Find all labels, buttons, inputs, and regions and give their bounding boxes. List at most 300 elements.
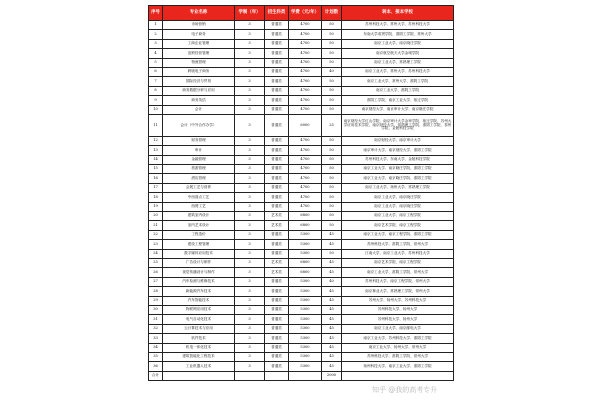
duration-cell: 3: [235, 39, 265, 48]
major-name-cell: 西餐工艺: [163, 202, 235, 211]
row-index-cell: 14: [149, 155, 163, 164]
header-duration: 学制（年）: [235, 6, 265, 21]
quota-cell: 45: [322, 352, 342, 361]
major-name-cell: 电气自动化技术: [163, 315, 235, 324]
tuition-cell: 4700: [289, 86, 322, 95]
tuition-cell: 4700: [289, 202, 322, 211]
duration-cell: 3: [235, 296, 265, 305]
row-index-cell: 3: [149, 39, 163, 48]
transfer-schools-cell: 南京工业大学、淮阴工学院: [342, 86, 454, 95]
table-row: [149, 30, 454, 39]
header-major: 专业名称: [163, 6, 235, 21]
tuition-cell: 4700: [289, 193, 322, 202]
quota-cell: 50: [322, 21, 342, 30]
major-name-cell: 广告设计与制作: [163, 258, 235, 267]
major-name-cell: 市场营销: [163, 21, 235, 30]
quota-cell: 45: [322, 324, 342, 333]
row-index-cell: 16: [149, 174, 163, 183]
tuition-cell: 5300: [289, 296, 322, 305]
row-index-cell: 28: [149, 287, 163, 296]
major-name-cell: 中西面点工艺: [163, 193, 235, 202]
category-cell: 艺术类: [265, 221, 289, 230]
tuition-cell: 5300: [289, 305, 322, 314]
quota-cell: 50: [322, 58, 342, 67]
total-quota-cell: 2000: [322, 371, 342, 380]
duration-cell: 3: [235, 146, 265, 155]
tuition-cell: 4700: [289, 49, 322, 58]
row-index-cell: 11: [149, 114, 163, 136]
enrollment-plan-sheet: [148, 5, 453, 397]
category-cell: 普通类: [265, 39, 289, 48]
row-index-cell: 29: [149, 296, 163, 305]
duration-cell: 3: [235, 105, 265, 114]
total-label-cell: 合计: [149, 371, 163, 380]
tuition-cell: 5300: [289, 240, 322, 249]
header-tuition: 学费（元/年）: [289, 6, 322, 21]
duration-cell: 3: [235, 96, 265, 105]
row-index-cell: 24: [149, 249, 163, 258]
category-cell: 普通类: [265, 249, 289, 258]
empty-cell: [342, 371, 454, 380]
major-name-cell: 电子商务: [163, 30, 235, 39]
tuition-cell: 6000: [289, 114, 322, 136]
category-cell: 普通类: [265, 343, 289, 352]
category-cell: 普通类: [265, 202, 289, 211]
transfer-schools-cell: 南京财经大学红山学院、南京审计大学金审学院、宿迁学院、苏州大学应用技术学院、南京财经大学、常熟理工学院、淮阴工学院、泰州学院、金陵科技学院: [342, 114, 454, 136]
category-cell: 普通类: [265, 183, 289, 192]
transfer-schools-cell: 南京工业大学、南京晓庄学院: [342, 202, 454, 211]
quota-cell: 50: [322, 136, 342, 145]
duration-cell: 3: [235, 30, 265, 39]
tuition-cell: 4700: [289, 77, 322, 86]
duration-cell: 3: [235, 86, 265, 95]
row-index-cell: 22: [149, 230, 163, 239]
transfer-schools-cell: 南京工业大学、南京晓庄学院: [342, 193, 454, 202]
transfer-schools-cell: 苏州科技大学、东南大学、金陵科技学院: [342, 155, 454, 164]
transfer-schools-cell: 南京工业大学、南京晓庄学院、淮阴工学院: [342, 174, 454, 183]
major-name-cell: 旅游管理: [163, 165, 235, 174]
quota-cell: 50: [322, 193, 342, 202]
transfer-schools-cell: 苏州大学、扬州大学、苏州科技大学: [342, 296, 454, 305]
table-row: [149, 114, 454, 136]
quota-cell: 50: [322, 146, 342, 155]
category-cell: 普通类: [265, 67, 289, 76]
row-index-cell: 20: [149, 212, 163, 221]
tuition-cell: 5300: [289, 352, 322, 361]
major-name-cell: 工程造价: [163, 230, 235, 239]
table-row: [149, 230, 454, 239]
quota-cell: 50: [322, 221, 342, 230]
tuition-cell: 4700: [289, 67, 322, 76]
tuition-cell: 4700: [289, 165, 322, 174]
table-row: [149, 58, 454, 67]
quota-cell: 50: [322, 212, 342, 221]
row-index-cell: 2: [149, 30, 163, 39]
table-row: [149, 352, 454, 361]
category-cell: 普通类: [265, 155, 289, 164]
tuition-cell: 4700: [289, 136, 322, 145]
transfer-schools-cell: 江南大学、南京工业大学、苏州科技大学: [342, 249, 454, 258]
major-name-cell: 金融管理: [163, 155, 235, 164]
table-row: [149, 86, 454, 95]
quota-cell: 40: [322, 67, 342, 76]
major-name-cell: 跨境电子商务: [163, 67, 235, 76]
category-cell: 普通类: [265, 193, 289, 202]
transfer-schools-cell: 南京财经大学、南京审计大学: [342, 136, 454, 145]
duration-cell: 3: [235, 277, 265, 286]
duration-cell: 3: [235, 114, 265, 136]
tuition-cell: 4700: [289, 58, 322, 67]
row-index-cell: 4: [149, 49, 163, 58]
tuition-cell: 5300: [289, 287, 322, 296]
duration-cell: 3: [235, 67, 265, 76]
row-index-cell: 5: [149, 58, 163, 67]
table-row: [149, 146, 454, 155]
major-name-cell: 国际经济与贸易: [163, 77, 235, 86]
transfer-schools-cell: 苏州科技大学、扬州大学: [342, 315, 454, 324]
table-row: [149, 296, 454, 305]
row-index-cell: 21: [149, 221, 163, 230]
major-name-cell: 连锁经营管理: [163, 49, 235, 58]
tuition-cell: 6800: [289, 258, 322, 267]
transfer-schools-cell: 淮阴工学院、南京工业大学、宿迁学院: [342, 96, 454, 105]
row-index-cell: 36: [149, 362, 163, 371]
table-row: [149, 105, 454, 114]
duration-cell: 3: [235, 174, 265, 183]
category-cell: 普通类: [265, 305, 289, 314]
enrollment-table: [148, 5, 454, 381]
major-name-cell: 财务管理: [163, 136, 235, 145]
duration-cell: 3: [235, 155, 265, 164]
major-name-cell: 建筑智能化工程技术: [163, 352, 235, 361]
category-cell: 艺术类: [265, 212, 289, 221]
watermark: 知乎 @我的高考专升: [372, 386, 438, 394]
major-name-cell: 会计: [163, 105, 235, 114]
row-index-cell: 8: [149, 86, 163, 95]
row-index-cell: 25: [149, 258, 163, 267]
row-index-cell: 17: [149, 183, 163, 192]
major-name-cell: 会展工艺与营养: [163, 183, 235, 192]
table-row: [149, 174, 454, 183]
quota-cell: 45: [322, 296, 342, 305]
duration-cell: 3: [235, 324, 265, 333]
quota-cell: 45: [322, 268, 342, 277]
transfer-schools-cell: 南京艺术学院、南京工程学院: [342, 221, 454, 230]
duration-cell: 3: [235, 58, 265, 67]
category-cell: 艺术类: [265, 258, 289, 267]
major-name-cell: 新能源汽车技术: [163, 287, 235, 296]
major-name-cell: 视觉传播设计与制作: [163, 268, 235, 277]
duration-cell: 3: [235, 212, 265, 221]
quota-cell: 25: [322, 114, 342, 136]
category-cell: 普通类: [265, 146, 289, 155]
table-row: [149, 362, 454, 371]
major-name-cell: 工商企业管理: [163, 39, 235, 48]
quota-cell: 50: [322, 155, 342, 164]
transfer-schools-cell: 南京财经大学、南京审计大学、南京晓庄学院: [342, 105, 454, 114]
quota-cell: 45: [322, 315, 342, 324]
row-index-cell: 15: [149, 165, 163, 174]
quota-cell: 45: [322, 230, 342, 239]
empty-cell: [289, 371, 322, 380]
tuition-cell: 4700: [289, 39, 322, 48]
duration-cell: 3: [235, 193, 265, 202]
duration-cell: 3: [235, 165, 265, 174]
major-name-cell: 数字媒体应用技术: [163, 249, 235, 258]
quota-cell: 50: [322, 165, 342, 174]
category-cell: 普通类: [265, 362, 289, 371]
major-name-cell: 建设工程管理: [163, 240, 235, 249]
duration-cell: 3: [235, 136, 265, 145]
quota-cell: 45: [322, 240, 342, 249]
table-row: [149, 258, 454, 267]
quota-cell: 50: [322, 39, 342, 48]
duration-cell: 3: [235, 49, 265, 58]
category-cell: 普通类: [265, 136, 289, 145]
tuition-cell: 5300: [289, 324, 322, 333]
table-footer-row: [149, 371, 454, 380]
empty-cell: [265, 371, 289, 380]
quota-cell: 50: [322, 96, 342, 105]
duration-cell: 3: [235, 352, 265, 361]
category-cell: 艺术类: [265, 268, 289, 277]
duration-cell: 3: [235, 287, 265, 296]
table-row: [149, 49, 454, 58]
duration-cell: 3: [235, 21, 265, 30]
quota-cell: 50: [322, 77, 342, 86]
major-name-cell: 汽车检测与维修技术: [163, 277, 235, 286]
transfer-schools-cell: 南京工业大学、常州大学、淮阴工学院: [342, 77, 454, 86]
transfer-schools-cell: 苏州科技大学、淮阴工学院、常州大学: [342, 352, 454, 361]
table-row: [149, 343, 454, 352]
table-row: [149, 136, 454, 145]
transfer-schools-cell: 南京工业大学、南京晓庄学院: [342, 39, 454, 48]
duration-cell: 3: [235, 183, 265, 192]
row-index-cell: 12: [149, 136, 163, 145]
transfer-schools-cell: 东南大学成贤学院、淮阴工学院、常州大学: [342, 30, 454, 39]
category-cell: 普通类: [265, 49, 289, 58]
transfer-schools-cell: 南京工业大学、南京邮电大学: [342, 324, 454, 333]
transfer-schools-cell: 南京工业大学、南京工程学院: [342, 212, 454, 221]
row-index-cell: 13: [149, 146, 163, 155]
table-row: [149, 315, 454, 324]
quota-cell: 50: [322, 202, 342, 211]
category-cell: 普通类: [265, 287, 289, 296]
transfer-schools-cell: 苏州科技大学、常州大学、苏州科技大学: [342, 21, 454, 30]
duration-cell: 3: [235, 77, 265, 86]
duration-cell: 3: [235, 334, 265, 343]
quota-cell: 45: [322, 258, 342, 267]
table-row: [149, 96, 454, 105]
row-index-cell: 26: [149, 268, 163, 277]
tuition-cell: 5300: [289, 277, 322, 286]
row-index-cell: 27: [149, 277, 163, 286]
major-name-cell: 酒店管理: [163, 174, 235, 183]
duration-cell: 3: [235, 343, 265, 352]
table-body: [149, 21, 454, 381]
category-cell: 普通类: [265, 77, 289, 86]
duration-cell: 3: [235, 258, 265, 267]
table-row: [149, 155, 454, 164]
category-cell: 普通类: [265, 96, 289, 105]
transfer-schools-cell: 南京航空航天大学金城学院: [342, 49, 454, 58]
header-transfer-schools: 转本、接本学校: [342, 6, 454, 21]
transfer-schools-cell: 南京工业大学、常州大学、苏州科技大学: [342, 67, 454, 76]
table-row: [149, 268, 454, 277]
duration-cell: 3: [235, 268, 265, 277]
category-cell: 普通类: [265, 21, 289, 30]
quota-cell: 50: [322, 30, 342, 39]
table-row: [149, 21, 454, 30]
table-row: [149, 249, 454, 258]
tuition-cell: 5300: [289, 249, 322, 258]
row-index-cell: 30: [149, 305, 163, 314]
tuition-cell: 4700: [289, 155, 322, 164]
header-quota: 计划数: [322, 6, 342, 21]
quota-cell: 45: [322, 305, 342, 314]
major-name-cell: 机电一体化技术: [163, 343, 235, 352]
category-cell: 普通类: [265, 58, 289, 67]
table-row: [149, 221, 454, 230]
category-cell: 普通类: [265, 230, 289, 239]
row-index-cell: 1: [149, 21, 163, 30]
quota-cell: 50: [322, 174, 342, 183]
row-index-cell: 10: [149, 105, 163, 114]
category-cell: 普通类: [265, 334, 289, 343]
table-row: [149, 193, 454, 202]
major-name-cell: 汽车智能技术: [163, 296, 235, 305]
major-name-cell: 云计算技术与应用: [163, 324, 235, 333]
transfer-schools-cell: 南京工业大学、苏州科技大学、淮阴工学院: [342, 334, 454, 343]
duration-cell: 3: [235, 221, 265, 230]
category-cell: 普通类: [265, 315, 289, 324]
duration-cell: 3: [235, 230, 265, 239]
major-name-cell: 软件技术: [163, 334, 235, 343]
tuition-cell: 5300: [289, 343, 322, 352]
row-index-cell: 31: [149, 315, 163, 324]
major-name-cell: 建筑室内设计: [163, 212, 235, 221]
category-cell: 普通类: [265, 114, 289, 136]
row-index-cell: 35: [149, 352, 163, 361]
table-row: [149, 305, 454, 314]
transfer-schools-cell: 南京工业大学、南京晓庄学院、淮阴工学院: [342, 165, 454, 174]
transfer-schools-cell: 南京工业大学、淮阴工学院、常州大学: [342, 268, 454, 277]
table-row: [149, 287, 454, 296]
tuition-cell: 6800: [289, 212, 322, 221]
category-cell: 普通类: [265, 277, 289, 286]
tuition-cell: 6800: [289, 221, 322, 230]
table-row: [149, 202, 454, 211]
tuition-cell: 5300: [289, 362, 322, 371]
duration-cell: 3: [235, 315, 265, 324]
category-cell: 普通类: [265, 296, 289, 305]
tuition-cell: 4700: [289, 174, 322, 183]
tuition-cell: 5300: [289, 334, 322, 343]
category-cell: 普通类: [265, 324, 289, 333]
quota-cell: 50: [322, 183, 342, 192]
tuition-cell: 4700: [289, 21, 322, 30]
tuition-cell: 4700: [289, 96, 322, 105]
table-row: [149, 77, 454, 86]
table-row: [149, 240, 454, 249]
major-name-cell: 工业机器人技术: [163, 362, 235, 371]
duration-cell: 3: [235, 249, 265, 258]
transfer-schools-cell: 南京工业大学、扬州大学、常熟理工学院: [342, 183, 454, 192]
quota-cell: 45: [322, 334, 342, 343]
row-index-cell: 23: [149, 240, 163, 249]
tuition-cell: 5300: [289, 230, 322, 239]
row-index-cell: 7: [149, 77, 163, 86]
table-row: [149, 67, 454, 76]
major-name-cell: 会计（中外合作办学）: [163, 114, 235, 136]
tuition-cell: 4700: [289, 30, 322, 39]
table-row: [149, 212, 454, 221]
tuition-cell: 4700: [289, 183, 322, 192]
category-cell: 普通类: [265, 174, 289, 183]
table-row: [149, 165, 454, 174]
duration-cell: 3: [235, 202, 265, 211]
major-name-cell: 商务数据分析与应用: [163, 86, 235, 95]
transfer-schools-cell: 南京工业大学、扬州大学、常州大学: [342, 343, 454, 352]
table-row: [149, 277, 454, 286]
major-name-cell: 物联网应用技术: [163, 305, 235, 314]
tuition-cell: 5300: [289, 315, 322, 324]
quota-cell: 45: [322, 343, 342, 352]
category-cell: 普通类: [265, 352, 289, 361]
quota-cell: 45: [322, 362, 342, 371]
transfer-schools-cell: 南京工业大学、南京工程学院、淮阴工学院: [342, 230, 454, 239]
table-row: [149, 39, 454, 48]
quota-cell: 50: [322, 249, 342, 258]
table-header-row: [149, 6, 454, 21]
row-index-cell: 18: [149, 193, 163, 202]
quota-cell: 45: [322, 287, 342, 296]
quota-cell: 50: [322, 49, 342, 58]
quota-cell: 50: [322, 86, 342, 95]
table-row: [149, 334, 454, 343]
category-cell: 普通类: [265, 30, 289, 39]
duration-cell: 3: [235, 362, 265, 371]
duration-cell: 3: [235, 305, 265, 314]
table-row: [149, 324, 454, 333]
category-cell: 普通类: [265, 86, 289, 95]
category-cell: 普通类: [265, 105, 289, 114]
transfer-schools-cell: 南京工业大学、常熟理工学院: [342, 58, 454, 67]
transfer-schools-cell: 南京审计大学、南京财经大学、淮阴工学院: [342, 146, 454, 155]
empty-cell: [163, 371, 235, 380]
category-cell: 普通类: [265, 165, 289, 174]
tuition-cell: 4700: [289, 105, 322, 114]
header-index: 序号: [149, 6, 163, 21]
transfer-schools-cell: 苏州科技大学、南京工程学院、常州大学: [342, 277, 454, 286]
row-index-cell: 6: [149, 67, 163, 76]
major-name-cell: 商务英语: [163, 96, 235, 105]
major-name-cell: 室内艺术设计: [163, 221, 235, 230]
quota-cell: 50: [322, 105, 342, 114]
empty-cell: [235, 371, 265, 380]
table-row: [149, 183, 454, 192]
row-index-cell: 32: [149, 324, 163, 333]
row-index-cell: 33: [149, 334, 163, 343]
tuition-cell: 6800: [289, 268, 322, 277]
transfer-schools-cell: 南京林业大学、常熟理工学院、常州大学: [342, 287, 454, 296]
transfer-schools-cell: 南京艺术学院、南京工程学院: [342, 258, 454, 267]
transfer-schools-cell: 扬州科技大学、南京工业大学、淮阴工学院: [342, 362, 454, 371]
transfer-schools-cell: 苏州科技大学、淮阴工学院、常州大学: [342, 240, 454, 249]
row-index-cell: 34: [149, 343, 163, 352]
tuition-cell: 4700: [289, 146, 322, 155]
row-index-cell: 19: [149, 202, 163, 211]
